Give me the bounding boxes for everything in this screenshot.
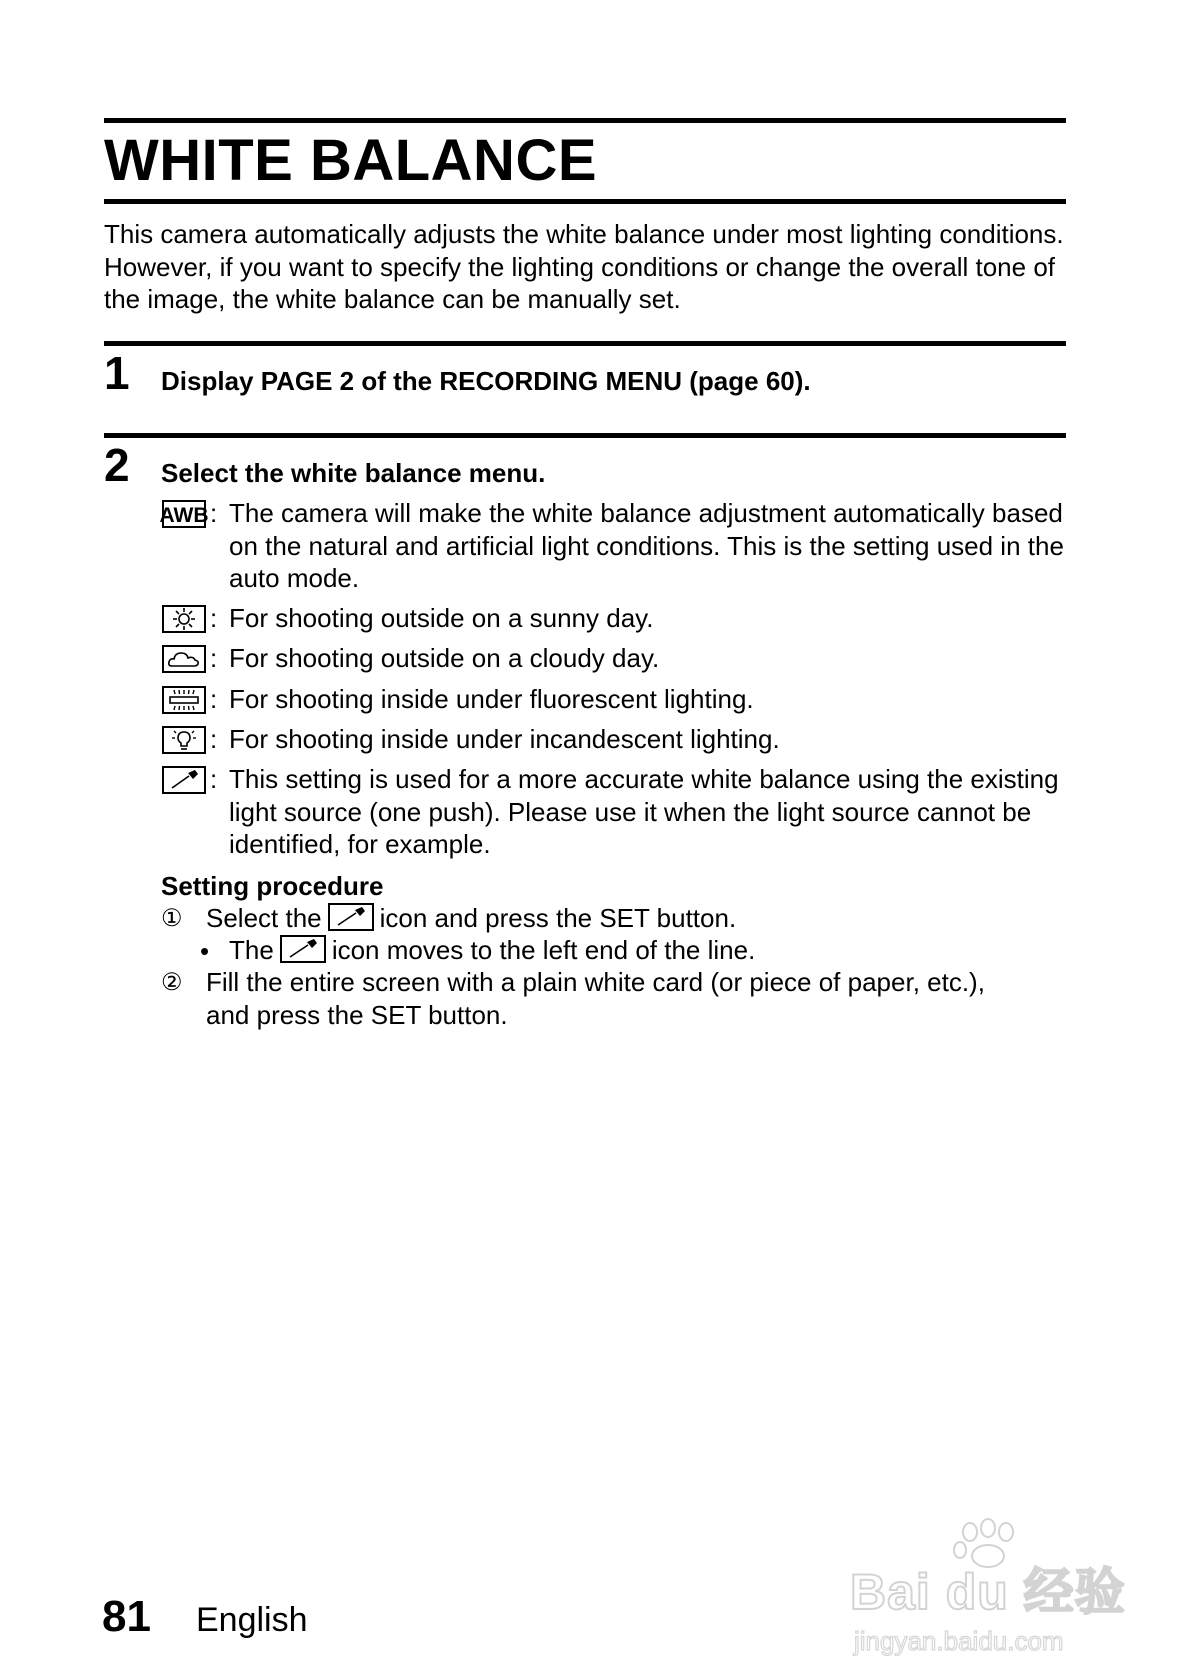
footer-language: English — [196, 1601, 308, 1639]
step-2-number: 2 — [104, 439, 130, 491]
option-cloud-text: For shooting outside on a cloudy day. — [229, 643, 660, 673]
watermark-brand: Bai du 经验 — [850, 1564, 1126, 1620]
option-sun-text: For shooting outside on a sunny day. — [229, 603, 654, 633]
procedure-item-2-marker: ② — [161, 969, 183, 996]
procedure-item-2-line-2: and press the SET button. — [206, 1000, 508, 1030]
option-dropper-colon: : — [210, 764, 218, 794]
procedure-bullet-before: The — [229, 935, 274, 965]
one-push-dropper-icon — [328, 903, 374, 931]
baidu-watermark — [850, 1518, 1130, 1668]
awb-icon — [159, 500, 209, 528]
step-1-number: 1 — [104, 347, 130, 399]
procedure-bullet — [229, 934, 755, 967]
procedure-bullet-marker: • — [200, 936, 210, 966]
setting-procedure-heading: Setting procedure — [161, 871, 384, 901]
option-awb-colon: : — [210, 498, 218, 528]
option-cloud-colon: : — [210, 643, 218, 673]
cloud-icon — [162, 645, 206, 673]
option-fluorescent-colon: : — [210, 684, 218, 714]
one-push-dropper-icon — [280, 935, 326, 963]
option-dropper-text: This setting is used for a more accurate white balance using the existing light source (one push). Please use it when the light source cannot be identified, for example. — [229, 764, 1059, 859]
incandescent-bulb-icon — [162, 726, 206, 754]
fluorescent-icon — [162, 686, 206, 714]
intro-paragraph: This camera automatically adjusts the white balance under most lighting conditions. However, if you want to specify the lighting conditions or change the overall tone of the image, the white balance can be manually set. — [104, 219, 1064, 314]
step-2-text: Select the white balance menu. — [161, 458, 546, 488]
option-awb-text: The camera will make the white balance adjustment automatically based on the natural and artificial light conditions. This is the setting used in the auto mode. — [229, 498, 1064, 593]
procedure-bullet-after: icon moves to the left end of the line. — [331, 935, 756, 965]
step-1-text: Display PAGE 2 of the RECORDING MENU (page 60). — [161, 366, 811, 396]
procedure-item-1-after: icon and press the SET button. — [379, 903, 737, 933]
procedure-item-1 — [206, 902, 736, 935]
page-number: 81 — [102, 1592, 151, 1641]
title-top-rule — [104, 118, 1066, 123]
page-title: WHITE BALANCE — [104, 128, 598, 193]
sun-icon — [162, 605, 206, 633]
awb-icon-label: AWB — [159, 504, 209, 527]
option-incandescent-text: For shooting inside under incandescent lighting. — [229, 724, 780, 754]
option-fluorescent-text: For shooting inside under fluorescent lighting. — [229, 684, 754, 714]
option-incandescent-colon: : — [210, 724, 218, 754]
procedure-item-2-line-1: Fill the entire screen with a plain white card (or piece of paper, etc.), — [206, 967, 985, 997]
watermark-url: jingyan.baidu.com — [854, 1626, 1064, 1656]
one-push-dropper-icon — [162, 766, 206, 794]
step-2-rule — [104, 433, 1066, 438]
title-bottom-rule — [104, 199, 1066, 204]
procedure-item-1-before: Select the — [206, 903, 322, 933]
option-sun-colon: : — [210, 603, 218, 633]
procedure-item-1-marker: ① — [161, 905, 183, 932]
step-1-rule — [104, 341, 1066, 346]
